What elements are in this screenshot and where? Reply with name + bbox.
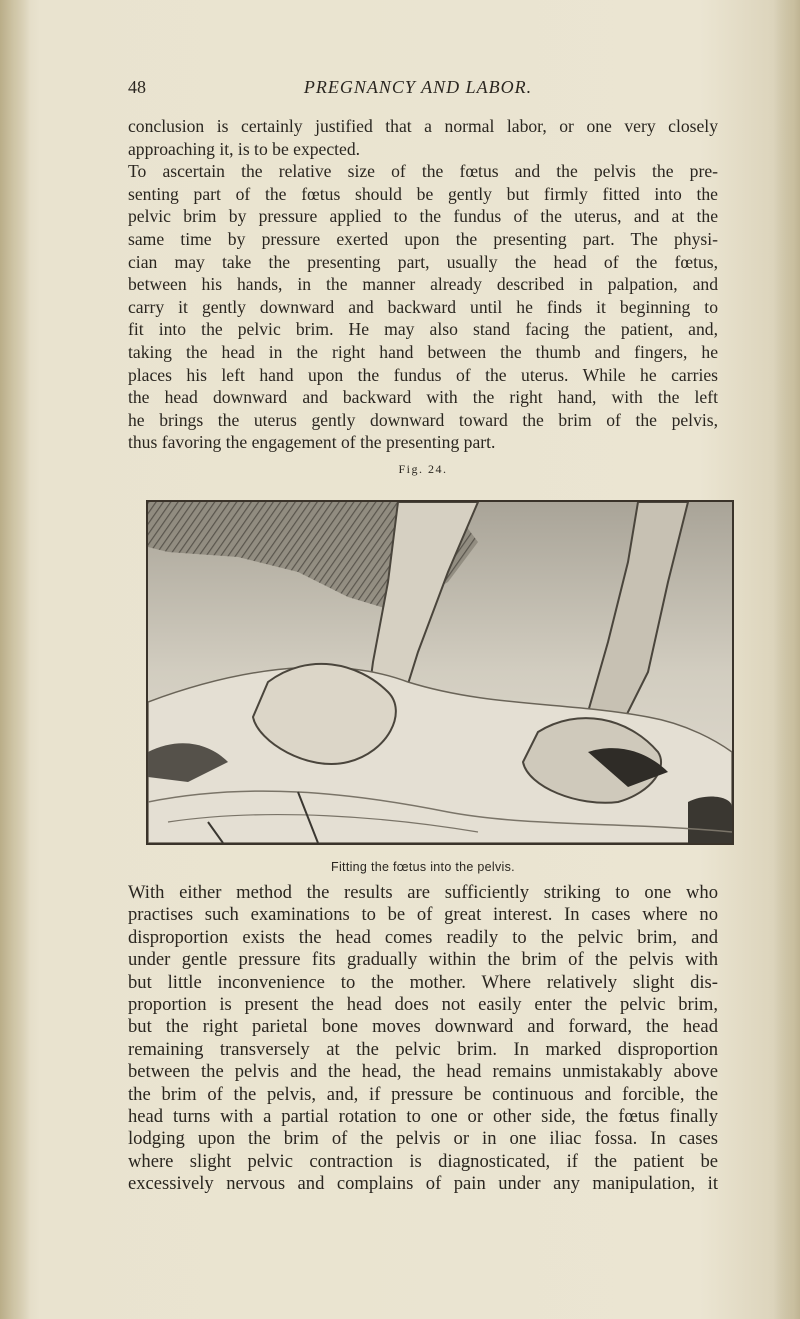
figure-label: Fig. 24. bbox=[398, 462, 448, 476]
text-line: but the right parietal bone moves downward and forward, the head bbox=[128, 1016, 718, 1038]
text-line: thus favoring the engagement of the presenting part. bbox=[128, 432, 496, 453]
text-line: practises such examinations to be of great interest. In cases where no bbox=[128, 904, 718, 926]
text-line: To ascertain the relative size of the fœtus and the pelvis the pre- bbox=[128, 161, 718, 182]
text-line: fit into the pelvic brim. He may also stand facing the patient, and, bbox=[128, 319, 718, 340]
page-binding-shadow bbox=[0, 0, 30, 1319]
text-line: disproportion exists the head comes readily to the pelvic brim, and bbox=[128, 926, 718, 948]
body-text-bottom bbox=[128, 882, 718, 1196]
text-line: excessively nervous and complains of pain under any manipulation, it bbox=[128, 1173, 718, 1195]
illustration-drawing bbox=[148, 502, 732, 843]
text-line: With either method the results are sufficiently striking to one who bbox=[128, 882, 718, 903]
text-line: cian may take the presenting part, usually the head of the fœtus, bbox=[128, 251, 718, 272]
text-line: but little inconvenience to the mother. Where relatively slight dis- bbox=[128, 971, 718, 993]
text-line: between the pelvis and the head, the head remains unmistakably above bbox=[128, 1061, 718, 1083]
text-line: taking the head in the right hand between the thumb and fingers, he bbox=[128, 341, 718, 362]
figure-illustration bbox=[146, 500, 734, 845]
text-line: proportion is present the head does not easily enter the pelvic brim, bbox=[128, 994, 718, 1016]
running-title: PREGNANCY AND LABOR. bbox=[303, 77, 533, 97]
text-line: same time by pressure exerted upon the presenting part. The physi- bbox=[128, 228, 718, 249]
text-line: under gentle pressure fits gradually within the brim of the pelvis with bbox=[128, 949, 718, 971]
body-text-top bbox=[128, 115, 718, 454]
text-line: approaching it, is to be expected. bbox=[128, 138, 361, 159]
text-line: carry it gently downward and backward until he finds it beginning to bbox=[128, 296, 718, 317]
text-line: the brim of the pelvis, and, if pressure be continuous and forcible, the bbox=[128, 1083, 718, 1105]
text-line: lodging upon the brim of the pelvis or in one iliac fossa. In cases bbox=[128, 1128, 718, 1150]
text-line: pelvic brim by pressure applied to the fundus of the uterus, and at the bbox=[128, 206, 718, 227]
text-line: remaining transversely at the pelvic brim. In marked disproportion bbox=[128, 1038, 718, 1060]
text-line: head turns with a partial rotation to one or other side, the fœtus finally bbox=[128, 1106, 718, 1128]
text-line: conclusion is certainly justified that a normal labor, or one very closely bbox=[128, 116, 718, 136]
text-line: he brings the uterus gently downward toward the brim of the pelvis, bbox=[128, 409, 718, 430]
page-header bbox=[128, 77, 708, 101]
text-line: between his hands, in the manner already described in palpation, and bbox=[128, 274, 718, 295]
page-number: 48 bbox=[128, 77, 146, 97]
text-line: places his left hand upon the fundus of the uterus. While he carries bbox=[128, 364, 718, 385]
figure-caption: Fitting the fœtus into the pelvis. bbox=[331, 860, 515, 874]
text-line: senting part of the fœtus should be gently but firmly fitted into the bbox=[128, 183, 718, 204]
page-edge-shadow bbox=[774, 0, 800, 1319]
text-line: the head downward and backward with the right hand, with the left bbox=[128, 387, 718, 408]
text-line: where slight pelvic contraction is diagnosticated, if the patient be bbox=[128, 1150, 718, 1172]
